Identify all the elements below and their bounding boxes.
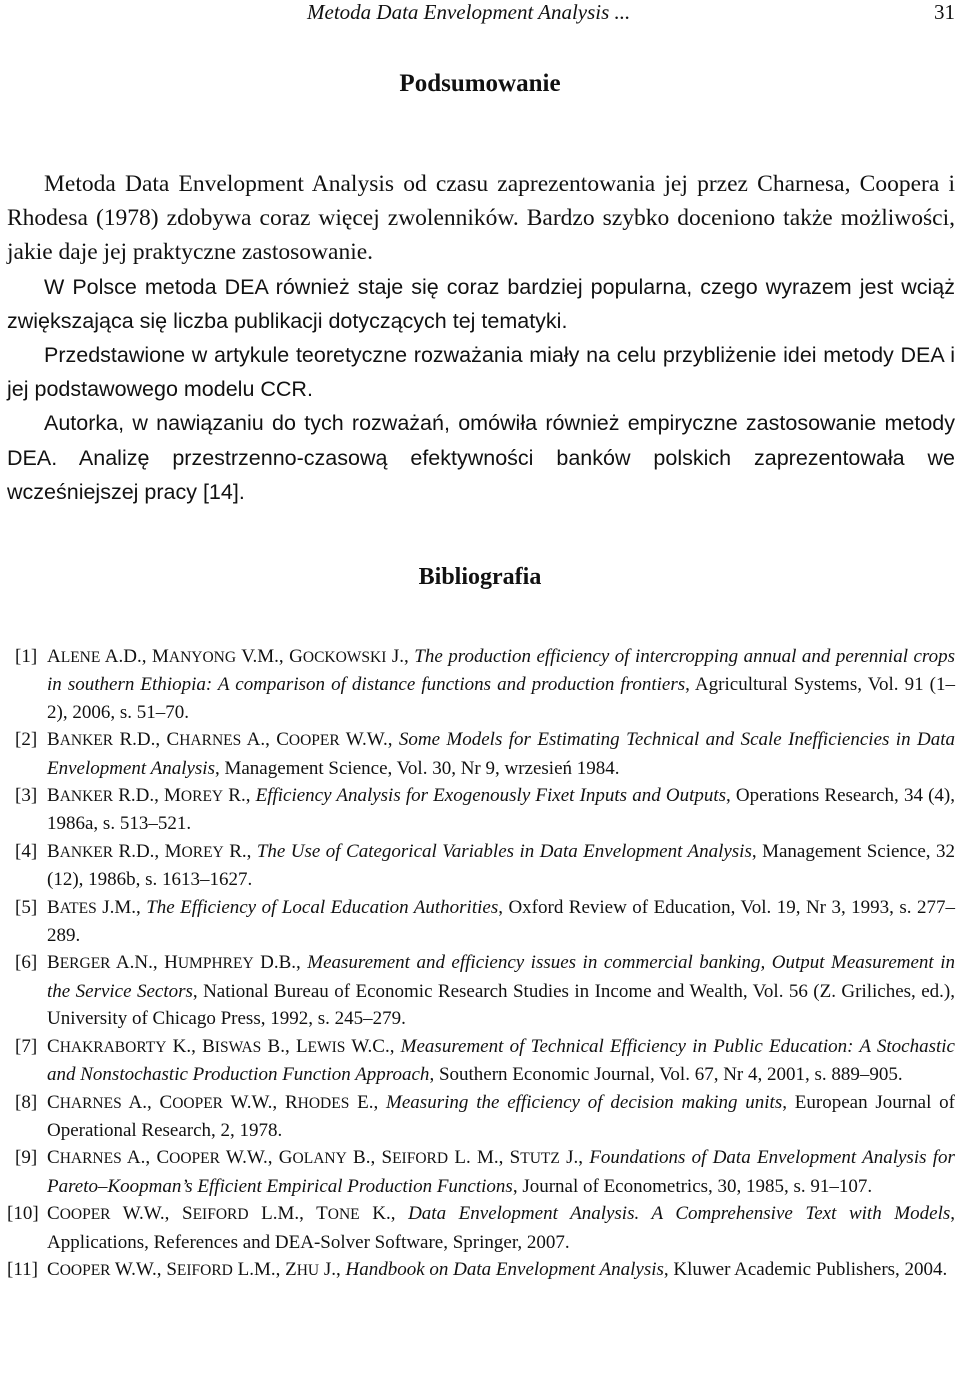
author-surname: ISWAS — [214, 1038, 262, 1056]
author-given-initials: B., — [261, 1035, 296, 1057]
summary-body — [7, 167, 955, 509]
entry-text — [47, 952, 955, 1029]
entry-number: [7] — [15, 1035, 38, 1057]
entry-number: [5] — [15, 896, 38, 918]
author-given-initials: A.D., — [100, 646, 152, 667]
entry-details: , National Bureau of Economic Research Studies in Income and Wealth, Vol. 56 (Z. Griliches, ed.), University of Chicago Press, 1992, s. 245–279. — [47, 980, 955, 1030]
author-surname: HU — [296, 1261, 320, 1279]
author-given-initials: L. M., — [448, 1147, 510, 1169]
author-given-initials: E., — [349, 1091, 387, 1113]
bibliography-list — [7, 643, 955, 1284]
author-given-initials: B., — [346, 1147, 382, 1169]
entry-title: Handbook on Data Envelopment Analysis — [345, 1258, 664, 1280]
section-title-summary: Podsumowanie — [399, 70, 561, 97]
author-given-initials: W.W., — [110, 1258, 167, 1280]
entry-number: [11] — [7, 1258, 38, 1280]
entry-text — [47, 1147, 955, 1196]
author-surname: EWIS — [307, 1038, 346, 1056]
author-surname: HARNES — [59, 1150, 122, 1168]
author-surname: ANKER — [59, 788, 114, 806]
author-initial: R — [284, 1091, 298, 1113]
entry-details: , Operations Research, 34 (4), 1986a, s. 513–521. — [47, 785, 955, 835]
author-initial: C — [159, 1091, 173, 1113]
author-initial: G — [289, 646, 303, 667]
author-given-initials: A., — [121, 1147, 157, 1169]
entry-title: Measurement and efficiency issues in commercial banking, Output Measurement in the Service Sectors — [47, 952, 955, 1002]
entry-title: Some Models for Estimating Technical and Scale Inefficiencies in Data Envelopment Analysis — [47, 729, 955, 779]
entry-number: [8] — [15, 1091, 38, 1113]
entry-text — [47, 897, 955, 946]
author-given-initials: W.C., — [345, 1035, 401, 1057]
entry-details: , Southern Economic Journal, Vol. 67, Nr 4, 2001, s. 889–905. — [429, 1064, 903, 1086]
entry-details: , European Journal of Operational Research, 2, 1978. — [47, 1091, 955, 1141]
author-initial: C — [156, 1147, 170, 1169]
author-initial: C — [47, 1035, 60, 1057]
running-title: Metoda Data Envelopment Analysis ... — [307, 0, 631, 24]
author-initial: S — [166, 1258, 177, 1280]
author-initial: C — [47, 1147, 60, 1169]
entry-title: Measurement of Technical Efficiency in Public Education: A Stochastic and Nonstochastic Production Function Approach — [47, 1035, 955, 1086]
summary-paragraph: Autorka, w nawiązaniu do tych rozważań, omówiła również empiryczne zastosowanie metody DEA. Analizę przestrzenno-czasową efektywności banków polskich zaprezentowała we wcześniejszej pracy [14]. — [7, 411, 955, 504]
entry-number: [9] — [15, 1147, 38, 1169]
entry-text — [47, 1092, 955, 1141]
bibliography-entry — [7, 643, 955, 726]
author-given-initials: L.M., — [248, 1203, 317, 1225]
entry-text — [47, 1203, 955, 1252]
author-surname: OREY — [181, 843, 224, 861]
entry-title: Efficiency Analysis for Exogenously Fixet Inputs and Outputs — [255, 785, 727, 807]
author-initial: G — [278, 1147, 293, 1169]
author-initial: C — [47, 1258, 60, 1280]
author-initial: B — [202, 1035, 215, 1057]
author-initial: B — [47, 896, 60, 918]
author-surname: ATES — [59, 899, 97, 917]
author-initial: B — [47, 840, 60, 862]
entry-details: , Management Science, 32 (12), 1986b, s. 1613–1627. — [47, 840, 955, 891]
author-given-initials: R., — [223, 840, 257, 862]
author-given-initials: W.W., — [219, 1147, 279, 1169]
bibliography-entry — [7, 949, 955, 1032]
author-given-initials: R.D., — [113, 840, 165, 862]
bibliography-entry — [7, 1144, 955, 1200]
author-initial: M — [151, 646, 169, 667]
entry-details: , Agricultural Systems, Vol. 91 (1–2), 2006, s. 51–70. — [47, 674, 955, 723]
summary-paragraph: Metoda Data Envelopment Analysis od czasu zaprezentowania jej przez Charnesa, Coopera i Rhodesa (1978) zdobywa coraz więcej zwolenników. Bardzo szybko doceniono także możliwości, jakie daje jej praktyczne zastosowanie. — [7, 171, 955, 266]
author-initial: L — [295, 1035, 308, 1057]
section-title-bibliography: Bibliografia — [418, 564, 542, 590]
author-given-initials: W.W., — [110, 1203, 182, 1225]
page-number: 31 — [934, 0, 955, 24]
entry-authors — [47, 897, 146, 918]
author-given-initials: K., — [359, 1203, 409, 1225]
entry-authors — [47, 1259, 346, 1280]
author-surname: OCKOWSKI — [302, 649, 387, 666]
author-initial: B — [47, 785, 60, 807]
entry-text — [47, 785, 955, 834]
author-initial: S — [182, 1203, 193, 1225]
bibliography-entry — [7, 838, 955, 894]
author-initial: S — [381, 1147, 393, 1169]
author-given-initials: A.N., — [110, 952, 165, 974]
entry-authors — [47, 1036, 401, 1057]
author-given-initials: K., — [166, 1035, 203, 1057]
entry-authors — [47, 1147, 589, 1168]
author-surname: HODES — [297, 1094, 350, 1112]
author-given-initials: R.D., — [113, 785, 165, 807]
author-initial: M — [164, 840, 182, 862]
entry-details: , Management Science, Vol. 30, Nr 9, wrzesień 1984. — [214, 757, 620, 779]
entry-text — [47, 729, 955, 778]
entry-authors — [47, 1092, 386, 1113]
author-given-initials: J.M., — [96, 896, 147, 918]
entry-details: , Applications, References and DEA-Solver Software, Springer, 2007. — [47, 1203, 955, 1253]
entry-number: [1] — [15, 646, 38, 667]
entry-title: Measuring the efficiency of decision making units — [386, 1091, 783, 1113]
author-given-initials: J., — [559, 1147, 590, 1169]
entry-details: , Oxford Review of Education, Vol. 19, Nr 3, 1993, s. 277–289. — [47, 896, 955, 947]
entry-number: [3] — [15, 785, 38, 807]
author-initial: C — [47, 1203, 60, 1225]
author-surname: ANKER — [59, 843, 114, 861]
author-surname: OOPER — [59, 1206, 111, 1224]
author-surname: TUTZ — [520, 1150, 560, 1168]
author-surname: ONE — [327, 1206, 360, 1224]
entry-number: [4] — [15, 840, 38, 862]
entry-authors — [47, 1203, 408, 1224]
bibliography-entry — [7, 894, 955, 950]
author-initial: H — [164, 952, 178, 974]
bibliography-entry — [7, 1089, 955, 1145]
author-initial: S — [509, 1147, 521, 1169]
bibliography-entry — [7, 1033, 955, 1089]
bibliography-entry — [7, 1200, 955, 1256]
entry-text — [47, 646, 955, 723]
author-given-initials: L.M., — [232, 1258, 286, 1280]
entry-text — [47, 1259, 947, 1280]
author-initial: Z — [285, 1258, 297, 1280]
entry-authors — [47, 729, 399, 750]
author-surname: EIFORD — [392, 1150, 449, 1168]
summary-paragraph: W Polsce metoda DEA również staje się coraz bardziej popularna, czego wyrazem jest wciąż zwiększająca się liczba publikacji dotyczących tej tematyki. — [7, 274, 955, 333]
author-given-initials: V.M., — [236, 646, 290, 667]
entry-authors — [47, 841, 257, 862]
entry-number: [2] — [15, 729, 38, 751]
author-surname: OLANY — [292, 1150, 347, 1168]
author-given-initials: J., — [319, 1258, 346, 1280]
author-given-initials: W.W., — [339, 729, 399, 751]
entry-title: The production efficiency of intercropping annual and perennial crops in southern Ethiopia: A comparison of distance functions and production frontiers — [47, 646, 955, 696]
author-surname: UMPHREY — [177, 955, 254, 973]
author-surname: OOPER — [169, 1150, 220, 1168]
author-initial: C — [47, 1091, 60, 1113]
author-initial: C — [276, 729, 289, 751]
author-surname: ANKER — [59, 732, 114, 750]
author-surname: OOPER — [288, 732, 340, 750]
author-given-initials: A., — [241, 729, 277, 751]
entry-title: The Use of Categorical Variables in Data Envelopment Analysis — [256, 840, 752, 862]
author-given-initials: A., — [121, 1091, 160, 1113]
bibliography-entry — [7, 1256, 955, 1284]
running-header — [0, 0, 960, 26]
author-surname: ERGER — [59, 955, 111, 973]
author-surname: LENE — [60, 649, 101, 666]
entry-details: , Kluwer Academic Publishers, 2004. — [663, 1258, 948, 1280]
entry-text — [47, 1036, 955, 1085]
author-surname: HAKRABORTY — [59, 1038, 167, 1056]
author-initial: M — [164, 785, 181, 807]
author-surname: ANYONG — [168, 649, 237, 666]
summary-paragraph: Przedstawione w artykule teoretyczne rozważania miały na celu przybliżenie idei metody DEA i jej podstawowego modelu CCR. — [7, 343, 955, 402]
entry-title: The Efficiency of Local Education Authorities — [146, 896, 499, 918]
author-initial: T — [316, 1203, 328, 1225]
author-given-initials: W.W., — [223, 1091, 285, 1113]
author-given-initials: D.B., — [253, 952, 308, 974]
author-surname: OOPER — [172, 1094, 224, 1112]
entry-text — [47, 841, 955, 890]
author-surname: OOPER — [59, 1261, 111, 1279]
author-surname: EIFORD — [192, 1206, 249, 1224]
author-initial: C — [166, 729, 180, 751]
entry-authors — [47, 785, 256, 806]
author-surname: HARNES — [59, 1094, 122, 1112]
entry-details: , Journal of Econometrics, 30, 1985, s. 91–107. — [512, 1175, 873, 1197]
author-given-initials: R.D., — [113, 729, 167, 751]
entry-title: Data Envelopment Analysis. A Comprehensive Text with Models — [408, 1203, 951, 1225]
author-initial: B — [47, 952, 60, 974]
entry-authors — [47, 952, 307, 973]
author-surname: EIFORD — [176, 1261, 233, 1279]
author-initial: B — [47, 729, 60, 751]
entry-authors — [47, 646, 414, 667]
entry-number: [6] — [15, 952, 38, 974]
bibliography-entry — [7, 726, 955, 782]
author-given-initials: R., — [223, 785, 256, 807]
author-surname: HARNES — [179, 732, 242, 750]
entry-title: Foundations of Data Envelopment Analysis for Pareto–Koopman’s Efficient Empirical Production Functions — [47, 1147, 955, 1197]
bibliography-entry — [7, 782, 955, 838]
author-surname: OREY — [180, 788, 224, 806]
author-given-initials: J., — [386, 646, 415, 667]
entry-number: [10] — [7, 1203, 39, 1225]
author-initial: A — [47, 646, 61, 667]
